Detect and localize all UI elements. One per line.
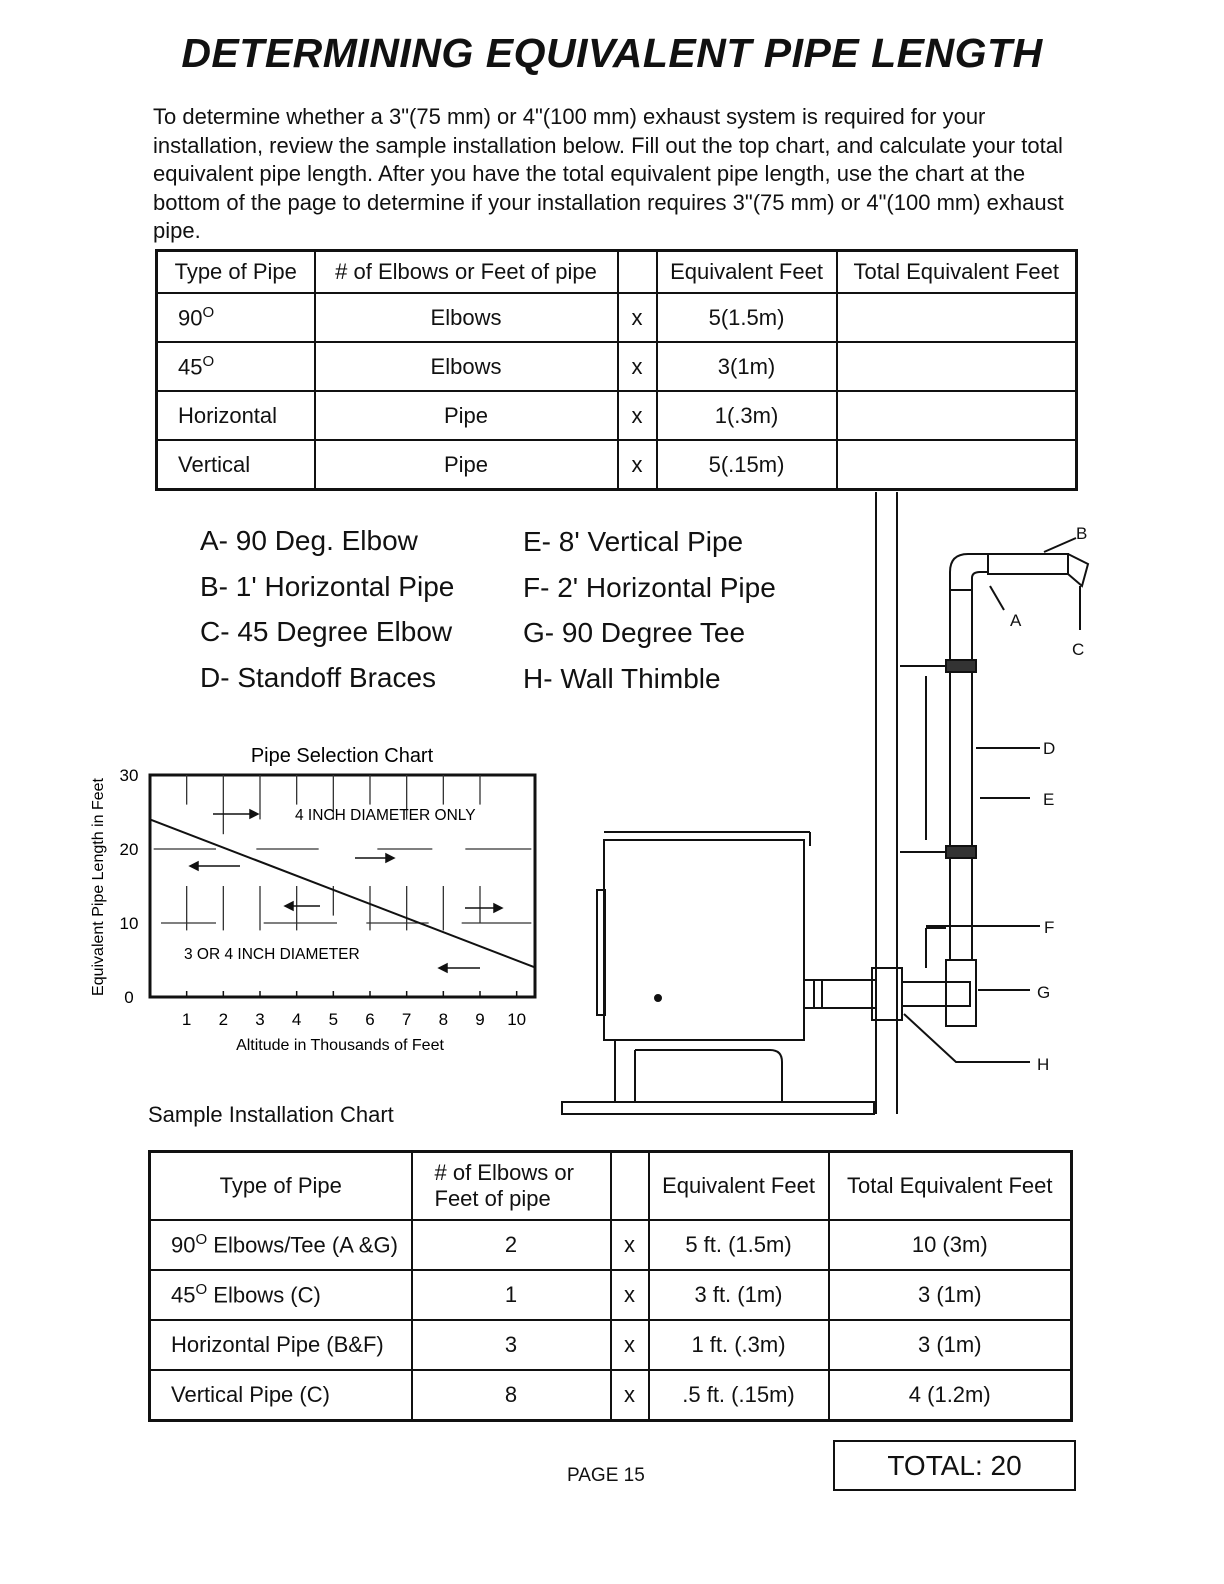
hearth-pad [562,1102,874,1114]
arrow-head [439,964,447,972]
x-tick-label: 3 [255,1010,265,1029]
top-elbow [950,554,988,590]
top-horizontal-pipe [988,554,1068,574]
label-c: C [1072,640,1085,659]
legend-item: B- 1' Horizontal Pipe [200,570,455,602]
cell-x: x [611,1320,649,1370]
header-count-line2: Feet of pipe [434,1186,551,1211]
horizontal-pipe-outside [902,982,970,1006]
y-tick-label: 10 [119,914,139,933]
cell-unit: Pipe [315,440,618,490]
cell-type [157,293,315,342]
arrow-head [250,810,258,818]
table-row [150,1220,1072,1270]
x-tick-label: 8 [438,1010,449,1029]
worksheet-table [155,249,1078,491]
worksheet-header-row [157,251,1077,294]
page-number: PAGE 15 [567,1465,645,1486]
45-elbow [1068,554,1088,586]
y-tick-label: 30 [119,766,139,785]
leader-b [1044,538,1076,552]
chart-grid [154,775,532,930]
header-blank [611,1152,649,1221]
y-tick-label: 20 [119,840,139,859]
x-tick-label: 2 [218,1010,229,1029]
type-text: 90 [171,1232,196,1258]
degree-sup: O [195,1281,208,1299]
table-row [150,1270,1072,1320]
brace-clamp [946,846,976,858]
cell-type [150,1220,412,1270]
lower-region-label: 3 OR 4 INCH DIAMETER [184,946,360,963]
cell-total-blank[interactable] [837,293,1077,342]
cell-x: x [618,440,657,490]
label-b: B [1076,524,1088,543]
leader-h [904,1014,1030,1062]
vertical-pipe [950,590,972,960]
cell-equiv: 3(1m) [657,342,837,391]
sample-caption: Sample Installation Chart [148,1102,394,1127]
cell-x: x [611,1370,649,1421]
arrow-head [386,854,394,862]
label-h: H [1037,1055,1050,1074]
cell-x: x [611,1270,649,1320]
x-tick-label: 6 [365,1010,375,1029]
table-row [157,391,1077,440]
table-row [157,293,1077,342]
cell-x: x [618,391,657,440]
header-equiv: Equivalent Feet [649,1152,829,1221]
label-f: F [1044,918,1055,937]
label-a: A [1010,611,1022,630]
y-axis-label: Equivalent Pipe Length in Feet [90,778,107,996]
cell-count: 8 [412,1370,611,1421]
arrow-head [285,902,293,910]
header-equiv: Equivalent Feet [657,251,837,294]
y-tick-label: 0 [124,988,134,1007]
cell-count: 1 [412,1270,611,1320]
legend-item: A- 90 Deg. Elbow [200,525,418,556]
cell-total-blank[interactable] [837,391,1077,440]
header-total: Total Equivalent Feet [829,1152,1072,1221]
cell-unit: Elbows [315,293,618,342]
sample-table [148,1150,1073,1422]
x-axis-label: Altitude in Thousands of Feet [236,1037,444,1054]
cell-equiv: 5(1.5m) [657,293,837,342]
brace-clamp [946,660,976,672]
table-row [157,440,1077,490]
stove-knob [655,995,661,1001]
y-tick-group [120,766,139,1007]
type-rest: Elbows/Tee (A &G) [207,1232,398,1258]
label-e: E [1043,790,1055,809]
cell-type: Horizontal [157,391,315,440]
arrow-head [190,862,198,870]
type-rest: Elbows (C) [207,1282,321,1308]
x-tick-label: 5 [328,1010,339,1029]
x-tick-label: 1 [181,1010,192,1029]
legend-item: F- 2' Horizontal Pipe [523,571,776,603]
arrow-head [494,904,502,912]
degree-sup: O [202,303,215,321]
legend-item: H- Wall Thimble [523,662,721,694]
header-count: # of Elbows or Feet of pipe [315,251,618,294]
type-text: 45 [178,354,203,380]
cell-equiv: 5 ft. (1.5m) [649,1220,829,1270]
stove-legs [615,1040,782,1102]
cell-total: 3 (1m) [829,1320,1072,1370]
x-tick-label: 4 [291,1010,302,1029]
cell-equiv: .5 ft. (.15m) [649,1370,829,1421]
header-count-line1: # of Elbows or [434,1160,574,1185]
x-tick-label: 9 [475,1010,485,1029]
type-text: 45 [171,1282,196,1308]
tee-fitting [946,960,976,1026]
intro-paragraph: To determine whether a 3"(75 mm) or 4"(100 mm) exhaust system is required for your installation, review the sample installation below. Fill out the top chart, and calculate your total equivalent pipe length. After you have the total equivalent pipe length, use the chart at the bottom of the page to determine if your installation requires 3"(75 mm) or 4"(100 mm) exhaust pipe. [153,104,1064,243]
installation-diagram [560,490,1120,1120]
table-row [157,342,1077,391]
stove-body [604,840,804,1040]
table-row [150,1370,1072,1421]
type-text: 90 [178,305,203,331]
table-row [150,1320,1072,1370]
cell-count: 3 [412,1320,611,1370]
cell-total: 3 (1m) [829,1270,1072,1320]
cell-x: x [618,342,657,391]
cell-total: 4 (1.2m) [829,1370,1072,1421]
label-d: D [1043,739,1056,758]
upper-region-label: 4 INCH DIAMETER ONLY [295,807,476,824]
header-type: Type of Pipe [157,251,315,294]
degree-sup: O [202,352,215,370]
x-tick-label: 10 [507,1010,527,1029]
cell-type [157,342,315,391]
cell-equiv: 1 ft. (.3m) [649,1320,829,1370]
cell-total: 10 (3m) [829,1220,1072,1270]
label-g: G [1037,983,1051,1002]
legend-item: G- 90 Degree Tee [523,617,746,648]
cell-x: x [618,293,657,342]
cell-equiv: 3 ft. (1m) [649,1270,829,1320]
page-title: DETERMINING EQUIVALENT PIPE LENGTH [181,30,1043,76]
cell-equiv: 5(.15m) [657,440,837,490]
leader-a [990,586,1004,610]
cell-count: 2 [412,1220,611,1270]
chart-title: Pipe Selection Chart [250,745,434,767]
legend-item: C- 45 Degree Elbow [200,616,453,647]
cell-x: x [611,1220,649,1270]
cell-total-blank[interactable] [837,342,1077,391]
degree-sup: O [195,1231,208,1249]
cell-type: Vertical [157,440,315,490]
sample-header-row [150,1152,1072,1221]
legend-left [200,518,454,700]
cell-type: Horizontal Pipe (B&F) [150,1320,412,1370]
total-box: TOTAL: 20 [833,1440,1076,1491]
cell-unit: Pipe [315,391,618,440]
pipe-selection-chart [80,735,550,1065]
legend-item: E- 8' Vertical Pipe [523,526,744,557]
cell-type: Vertical Pipe (C) [150,1370,412,1421]
header-blank [618,251,657,294]
header-total: Total Equivalent Feet [837,251,1077,294]
cell-total-blank[interactable] [837,440,1077,490]
cell-unit: Elbows [315,342,618,391]
header-type: Type of Pipe [150,1152,412,1221]
header-count [412,1152,611,1221]
cell-equiv: 1(.3m) [657,391,837,440]
cell-type [150,1270,412,1320]
x-tick-label: 7 [401,1010,412,1029]
legend-item: D- Standoff Braces [200,661,437,693]
